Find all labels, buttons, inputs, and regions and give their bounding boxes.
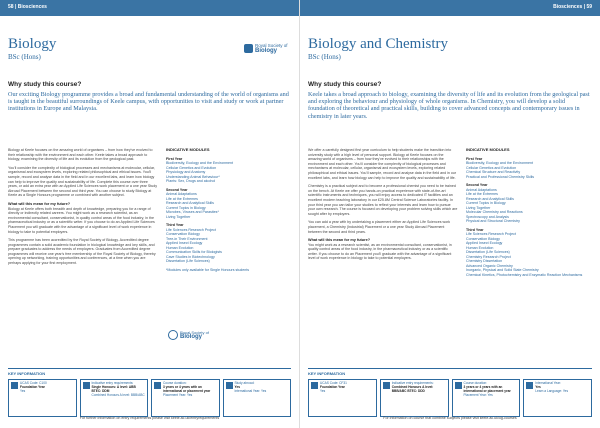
page-subtitle: BSc (Hons)	[308, 53, 341, 61]
future-heading: What will this mean for my future?	[308, 238, 371, 243]
page-footer: For further information on entry requirements please visit keele.ac.uk/entryrequirements	[79, 416, 220, 420]
right-page	[300, 0, 600, 428]
modules-list: INDICATIVE MODULES First Year Biodiversity, Ecology and the Environment Cellular Genetics and Evolution Chemical Structure and Reactivity Practical and Professional Chemistry Skills Second Year Animal Adaptations Life at the Extremes Research and Analytical Skills Current Topics in Biology Living Together Molecular Chemistry and Reactions Spectroscopy and Analysis Physical and Structural Chemistry Third Year Life Sciences Research Project Conservation Biology Applied Insect Ecology Human Evolution Dissertation (Life Sciences) Chemistry Research Project Chemistry Dissertation Advanced Organic Chemistry Inorganic, Physical and Solid State Chemistry Chemical Kinetics, Photochemistry and Enzymatic Reaction Mechanisms	[466, 147, 583, 277]
rsb-logo: Royal Society of Biology	[244, 41, 290, 55]
info-icon	[11, 382, 18, 389]
key-box: Indicative entry requirements: Combined Honours A level: BBB/ABC BTEC: DDD	[380, 379, 449, 417]
page-title: Biology and Chemistry	[308, 36, 448, 52]
key-box: Study abroad: Yes International Year: Yes	[223, 379, 292, 417]
page-header: 58 | Biosciences	[8, 4, 47, 10]
page-footer: For information on course that combine subjects please visit keele.ac.uk/ug-courses	[383, 416, 517, 420]
page-header: Biosciences | 59	[553, 4, 592, 10]
info-icon	[83, 382, 90, 389]
future-text: Biology at Keele offers both breadth and depth of knowledge, preparing you for a range of directly or indirectly related careers. You might work as a research scientist, as an environmental consultant, conservationist, in quality control areas of the food industry, in the pharmaceutical industry or as a scientific writer. If you choose to do an Applied Life Sciences Placement you will graduate with the advantage of a significant level of work experience in biology to take to potential employers.	[8, 206, 155, 234]
body-text: Biology at Keele focuses on the amazing world of organisms – from how they've evolved to their relationship with the environment and each other. Keele takes a broad approach to biology, examining the diversity of life and its evolution from the geological past. You'll consider the complexity of biological processes and mechanisms at molecular, cellular, organismal and ecosystem levels, exploring related philosophical and ethical issues. You'll sample, record and analyse data in the field and in our excellent labs, and learn how biology can help to improve the quality and sustainability of life. Complete this course over three years, or add an extra year with an Applied Life Sciences work placement or a one year Study Abroad Placement between the second and third year. You can choose to study Biology at Keele as a Single Honours programme or combined with another subject. What will this mean for my future? Biology at Keele offers both breadth and depth of knowledge, preparing you for a range of directly or indirectly related careers. You might work as a research scientist, as an environmental consultant, conservationist, in quality control areas of the food industry, in the pharmaceutical industry or as a scientific writer. If you choose to do an Applied Life Sciences Placement you will graduate with the advantage of a significant level of work experience in biology to take to potential employers. This programme has been accredited by the Royal Society of Biology. Accredited degree programmes contain a solid academic foundation in biological knowledge and key skills, and prepare graduates to address the needs of employers. Graduates from Accredited degree programmes will receive one year's free membership of the Royal Society of Biology, thereby opening up networking, training opportunities and conferences, at a time when you are perhaps applying for your first employment.	[8, 148, 158, 266]
body-text: We offer a carefully designed first year curriculum to help students make the transition into university study with a high level of personal support. Biology at Keele focuses on the amazing world of organisms – from how they've evolved to their relationships with the environment and each other. You'll consider the complexity of biological processes and mechanisms at molecular, cellular, organismal and ecosystem levels, exploring related philosophical and ethical issues. You'll sample, record and analyse data in the field and in our excellent labs, and learn how biology can help to improve the quality and sustainability of life. Chemistry is a practical subject and to become a professional chemist you need to be trained on the bench. At Keele we offer you hands-on practical experience with state-of-the-art scientific instruments and techniques, you will enjoy access to dedicated IT facilities and an excellent modern teaching laboratory in our £25.8M Central Science Laboratories facility. In your third year you can tailor your studies to reflect your interests and learn how to pursue your own research. The course is focused on developing your problem solving skills which are sought after by employers. You can add a year with by undertaking a placement either an Applied Life Sciences work placement, a Chemistry (Industrial) Placement or a one year Study Abroad Placement between the second and third years. What will this mean for my future? You might work as a research scientist, as an environmental consultant, conservationist, in quality control areas of the food industry, in the pharmaceutical industry or as a scientific writer. If you choose to do an Placement you'll graduate with the advantage of a significant level of work experience in biology to take to potential employers.	[308, 148, 458, 261]
rsb-accredited-badge: Royal Society of Biology	[168, 330, 209, 340]
page-subtitle: BSc (Hons)	[8, 53, 41, 61]
why-section	[8, 81, 291, 113]
why-text: Keele takes a broad approach to biology, examining the diversity of life and its evolution from the geological past and exploring the behaviour and physiology of whole organisms. In Chemistry, you will develop a solid foundation of theoretical and practical skills, building to cover advanced concepts and contemporary issues in chemistry in later years.	[308, 91, 590, 120]
key-box: Course duration: 3 years or 4 years with an international or placement year Placement Year: Yes	[151, 379, 220, 417]
future-heading: What will this mean for my future?	[8, 201, 71, 206]
info-icon	[154, 382, 161, 389]
key-box: Course duration: 3 years or 4 years with an international or placement year Placement Year: Yes	[452, 379, 521, 417]
why-heading: Why study this course?	[8, 81, 82, 88]
header-bar	[0, 0, 299, 16]
key-information: KEY INFORMATION UCAS Code: C100 Foundation Year Yes Indicative entry requirements: Single Honours: A level: ABB BTEC: DDM Combined Honours A level: BBB/ABC Course duration: 3 years or 4 years with an international or placement year Placement Year: Yes Study abroad: Yes International Year: Yes	[8, 368, 291, 417]
key-box: UCAS Code: C100 Foundation Year Yes	[8, 379, 77, 417]
why-heading: Why study this course?	[308, 81, 382, 88]
key-information: KEY INFORMATION UCAS Code: CF31 Foundation Year Yes Indicative entry requirements: Combined Honours A level: BBB/ABC BTEC: DDD Course duration: 3 years or 4 years with an international or placement year Placement Year: Yes International Year: Yes Learn a Language: Yes	[308, 368, 592, 417]
why-text: Our exciting Biology programme provides a broad and fundamental understanding of the world of organisms and is taught in the beautiful surroundings of Keele campus, with opportunities to visit and study or work at partner institutions in Europe and Malaysia.	[8, 91, 289, 113]
why-section	[308, 81, 592, 120]
badge-icon	[168, 330, 178, 340]
info-icon	[311, 382, 318, 389]
key-box: International Year: Yes Learn a Language: Yes	[523, 379, 592, 417]
accreditation-text: This programme has been accredited by the Royal Society of Biology. Accredited degree programmes contain a solid academic foundation in biological knowledge and key skills, and prepare graduates to address the needs of employers. Graduates from Accredited degree programmes will receive one year's free membership of the Royal Society of Biology, thereby opening up networking, training opportunities and conferences, at a time when you are perhaps applying for your first employment.	[8, 238, 156, 266]
info-icon	[526, 382, 533, 389]
info-icon	[383, 382, 390, 389]
page-title: Biology	[8, 36, 57, 52]
future-text: You might work as a research scientist, as an environmental consultant, conservationist, in quality control areas of the food industry, in the pharmaceutical industry or as a scientific writer. If you choose to do an Placement you'll graduate with the advantage of a significant level of work experience in biology to take to potential employers.	[308, 242, 452, 261]
key-box: UCAS Code: CF31 Foundation Year Yes	[308, 379, 377, 417]
header-bar	[300, 0, 600, 16]
info-icon	[455, 382, 462, 389]
info-icon	[226, 382, 233, 389]
rsb-logo-icon	[244, 44, 253, 53]
modules-list: INDICATIVE MODULES First Year Biodiversity, Ecology and the Environment Cellular Genetics and Evolution Physiology and Anatomy Understanding Animal Behaviour* Plants: Sex, Drugs and alcohol Second Year Animal Adaptations Life at the Extremes Research and Analytical Skills Current Topics in Biology Microbes, Viruses and Parasites* Living Together Third Year Life Sciences Research Project Conservation Biology Tree-in Their Environment Applied Insect Ecology Human Evolution Communication Skills for Biologists Cave Studies in Biotechnology Dissertation (Life Sciences) *Modules only available for Single Honours students	[166, 147, 250, 272]
key-box: Indicative entry requirements: Single Honours: A level: ABB BTEC: DDM Combined Honours A level: BBB/ABC	[80, 379, 149, 417]
